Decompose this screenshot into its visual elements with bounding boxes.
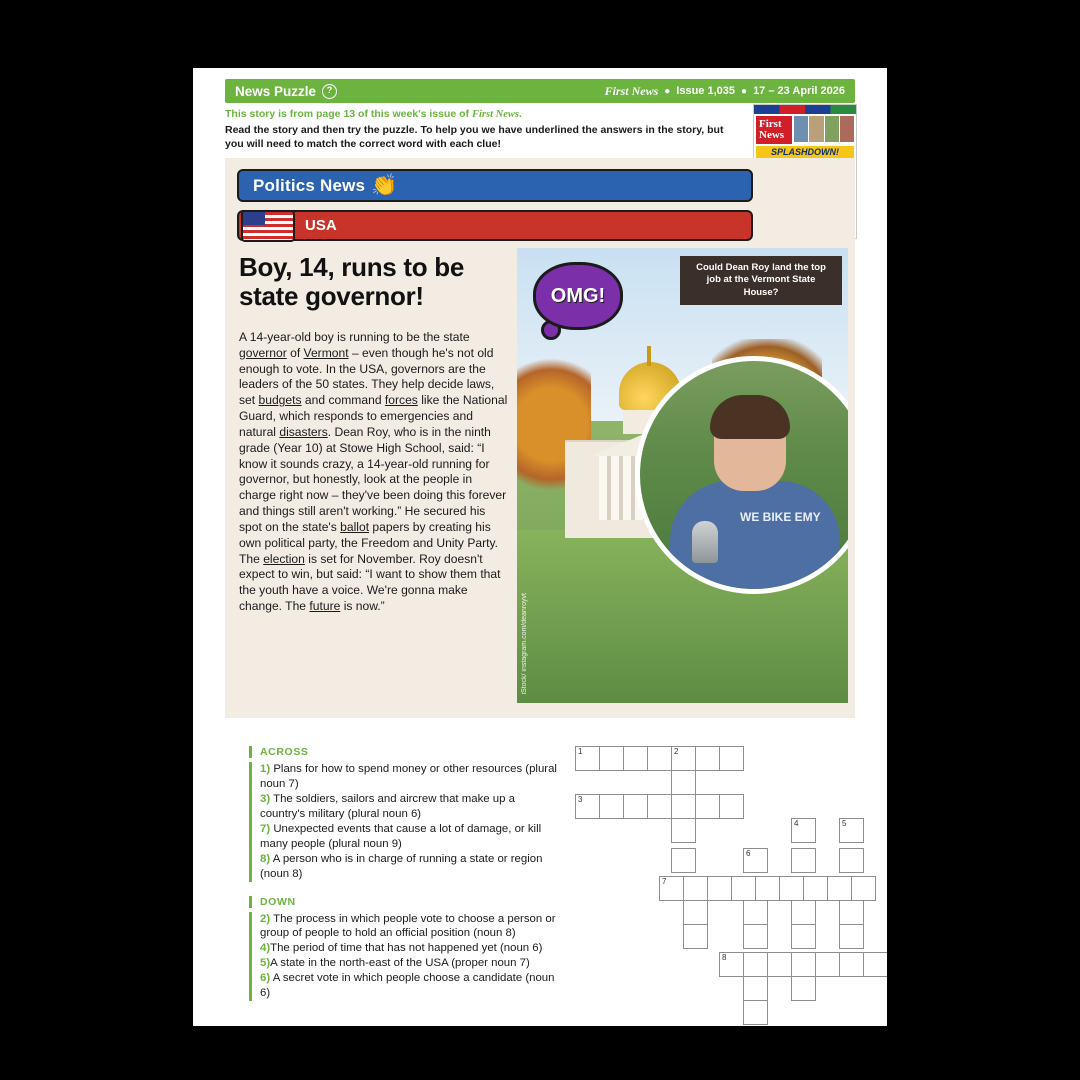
- grid-cell[interactable]: [743, 976, 768, 1001]
- grid-cell[interactable]: [575, 746, 600, 771]
- grid-number-6: 6: [746, 849, 751, 858]
- separator-dot-2: ●: [741, 85, 748, 97]
- grid-cell[interactable]: [743, 924, 768, 949]
- intro-source-suffix: .: [518, 108, 522, 120]
- photo-caption: Could Dean Roy land the top job at the Vermont State House?: [680, 256, 842, 305]
- intro-source-brand: First News: [472, 109, 519, 120]
- intro-source-line: [225, 108, 745, 120]
- clue-down-5-text: A state in the north-east of the USA (proper noun 7): [270, 957, 530, 970]
- omg-sticker-text: OMG!: [550, 284, 606, 307]
- microphone-icon: [692, 521, 718, 563]
- header-left: [235, 84, 337, 99]
- grid-cell[interactable]: [671, 794, 696, 819]
- clue-across-1-number: 1): [260, 763, 271, 775]
- grid-cell[interactable]: [683, 900, 708, 925]
- article-headline: Boy, 14, runs to be state governor!: [239, 252, 464, 311]
- grid-cell[interactable]: [803, 876, 828, 901]
- grid-number-4: 4: [794, 819, 799, 828]
- grid-number-5: 5: [842, 819, 847, 828]
- grid-cell[interactable]: [779, 876, 804, 901]
- clue-down-2-number: 2): [260, 912, 271, 925]
- country-label: USA: [305, 217, 337, 234]
- clapping-hands-icon: 👏: [371, 174, 398, 197]
- thumbnail-mini-photos: [794, 116, 854, 144]
- grid-cell[interactable]: [791, 818, 816, 843]
- thumbnail-masthead: [754, 114, 856, 144]
- grid-cell[interactable]: [623, 746, 648, 771]
- clue-down-6: [249, 971, 559, 1001]
- clue-down-4: [249, 941, 559, 956]
- grid-cell[interactable]: [671, 848, 696, 873]
- page-title: News Puzzle: [235, 83, 317, 99]
- grid-cell[interactable]: [791, 924, 816, 949]
- clue-across-3: [249, 792, 559, 822]
- intro-instructions: Read the story and then try the puzzle. To help you we have underlined the answers in the story, but you will need to match the correct word with each clue!: [225, 124, 724, 151]
- crossword-clues: [249, 746, 559, 1015]
- thumbnail-top-strip: [754, 105, 856, 114]
- clue-across-7-text: Unexpected events that cause a lot of damage, or kill many people (plural noun 9): [260, 822, 542, 850]
- clue-across-1-text: Plans for how to spend money or other resources (plural noun 7): [260, 763, 557, 790]
- intro-block: [225, 108, 745, 151]
- grid-cell[interactable]: [671, 770, 696, 795]
- clue-across-8-text: A person who is in charge of running a state or region (noun 8): [260, 852, 543, 880]
- down-heading: DOWN: [249, 896, 559, 908]
- grid-cell[interactable]: [683, 924, 708, 949]
- grid-cell[interactable]: [731, 876, 756, 901]
- article-photo: [517, 248, 848, 703]
- grid-cell[interactable]: [647, 794, 672, 819]
- clue-down-4-text: The period of time that has not happened yet (noun 6): [270, 942, 543, 955]
- thumbnail-logo: First News: [756, 116, 792, 144]
- grid-cell[interactable]: [743, 1000, 768, 1025]
- separator-dot-1: ●: [664, 85, 671, 97]
- section-banner-politics: [237, 169, 753, 202]
- clue-across-7: [249, 822, 559, 852]
- section-label: Politics News: [253, 175, 366, 195]
- clue-down-6-number: 6): [260, 972, 271, 985]
- clue-down-5: [249, 956, 559, 971]
- grid-number-2: 2: [674, 747, 679, 756]
- photo-credit: iStock/ instagram.com/deanroyvt: [521, 593, 528, 695]
- grid-number-3: 3: [578, 795, 583, 804]
- grid-cell[interactable]: [791, 952, 816, 977]
- grid-cell[interactable]: [851, 876, 876, 901]
- across-heading: ACROSS: [249, 746, 559, 758]
- grid-cell[interactable]: [743, 848, 768, 873]
- grid-cell[interactable]: [767, 952, 792, 977]
- grid-cell[interactable]: [695, 794, 720, 819]
- grid-cell[interactable]: [815, 952, 840, 977]
- issue-dates: 17 – 23 April 2026: [753, 85, 845, 97]
- grid-cell[interactable]: [791, 900, 816, 925]
- news-puzzle-page: [193, 68, 887, 1026]
- question-icon[interactable]: ?: [322, 84, 337, 99]
- grid-cell[interactable]: [671, 818, 696, 843]
- grid-cell[interactable]: [707, 876, 732, 901]
- shirt-text: WE BIKE EMY: [740, 510, 821, 524]
- clue-across-3-text: The soldiers, sailors and aircrew that make up a country's military (plural noun 6): [260, 792, 515, 820]
- grid-cell[interactable]: [863, 952, 887, 977]
- clue-down-2-text: The process in which people vote to choose a person or group of people to hold an official position (noun 8): [260, 912, 556, 940]
- grid-cell[interactable]: [839, 900, 864, 925]
- clue-down-5-number: 5): [260, 957, 271, 970]
- header-meta: [605, 84, 845, 99]
- clue-across-7-number: 7): [260, 822, 271, 835]
- clue-across-8: [249, 852, 559, 882]
- grid-cell[interactable]: [719, 794, 744, 819]
- grid-number-8: 8: [722, 953, 727, 962]
- clue-across-8-number: 8): [260, 852, 271, 865]
- grid-cell[interactable]: [827, 876, 852, 901]
- grid-cell[interactable]: [719, 746, 744, 771]
- grid-cell[interactable]: [743, 952, 768, 977]
- grid-cell[interactable]: [791, 976, 816, 1001]
- grid-cell[interactable]: [719, 952, 744, 977]
- grid-cell[interactable]: [647, 746, 672, 771]
- grid-cell[interactable]: [695, 746, 720, 771]
- omg-sticker: [527, 256, 623, 336]
- intro-source-prefix: This story is from page 13 of this week's issue of: [225, 108, 472, 120]
- clue-across-3-number: 3): [260, 792, 271, 805]
- usa-flag-icon: [241, 210, 295, 242]
- grid-number-1: 1: [578, 747, 583, 756]
- grid-cell[interactable]: [839, 818, 864, 843]
- grid-cell[interactable]: [755, 876, 780, 901]
- grid-cell[interactable]: [575, 794, 600, 819]
- grid-cell[interactable]: [683, 876, 708, 901]
- country-banner-usa: [237, 210, 753, 241]
- page-header: [225, 79, 855, 103]
- grid-number-7: 7: [662, 877, 667, 886]
- article-card: [225, 158, 855, 718]
- article-body: A 14-year-old boy is running to be the state governor of Vermont – even though he's not old enough to vote. In the USA, governors are the leaders of the 50 states. They help decide laws, set budgets and command forces like the National Guard, which responds to emergencies and natural disasters. Dean Roy, who is in the ninth grade (Year 10) at Stowe High School, said: “I know it sounds crazy, a 14-year-old running for governor, but honestly, look at the people in charge right now – they've been doing this forever and things still aren't working.” He secured his spot on the state's ballot papers by creating his own political party, the Freedom and Unity Party. The election is set for November. Roy doesn't expect to win, but said: “I want to show them that the youth have a voice. We're gonna make change. The future is now.”: [239, 330, 508, 614]
- thumbnail-banner: SPLASHDOWN!: [756, 146, 854, 158]
- grid-cell[interactable]: [623, 794, 648, 819]
- grid-cell[interactable]: [599, 794, 624, 819]
- clue-down-2: [249, 912, 559, 942]
- across-group: [249, 746, 559, 882]
- crossword-grid: [575, 746, 865, 1026]
- issue-number: Issue 1,035: [676, 85, 736, 97]
- clue-down-6-text: A secret vote in which people choose a candidate (noun 6): [260, 972, 555, 1000]
- grid-cell[interactable]: [599, 746, 624, 771]
- clue-down-4-number: 4): [260, 942, 271, 955]
- grid-cell[interactable]: [659, 876, 684, 901]
- grid-cell[interactable]: [671, 746, 696, 771]
- grid-cell[interactable]: [791, 848, 816, 873]
- brand-logo: First News: [604, 83, 659, 98]
- grid-cell[interactable]: [839, 952, 864, 977]
- clue-across-1: [249, 762, 559, 792]
- grid-cell[interactable]: [839, 848, 864, 873]
- down-group: [249, 896, 559, 1002]
- grid-cell[interactable]: [839, 924, 864, 949]
- grid-cell[interactable]: [743, 900, 768, 925]
